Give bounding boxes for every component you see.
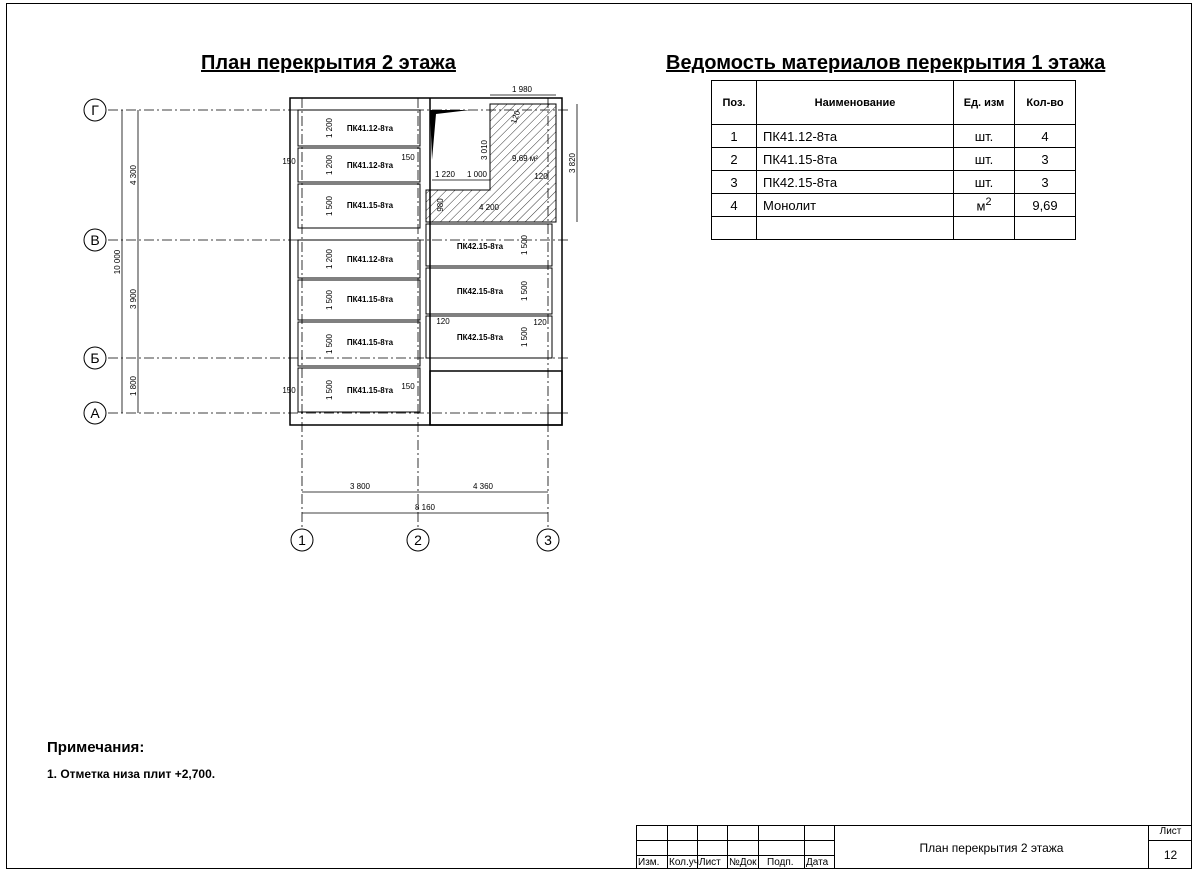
slab-label: ПК41.12-8та: [346, 161, 394, 170]
svg-text:150: 150: [282, 157, 296, 166]
slab-label: ПК41.12-8та: [346, 255, 394, 264]
table-row: 4 Монолит $м^2$ 9,69: [712, 194, 1076, 217]
svg-text:120: 120: [534, 172, 548, 181]
monolith-wedge: [430, 110, 470, 160]
col-header: Поз.: [712, 81, 757, 125]
title-block: [636, 825, 1192, 869]
table-header-row: [712, 81, 1076, 125]
svg-text:3 900: 3 900: [129, 288, 138, 310]
svg-text:1 500: 1 500: [325, 333, 334, 355]
svg-text:4 300: 4 300: [129, 164, 138, 186]
sheet-label: Лист: [1159, 826, 1182, 837]
materials-table: [711, 80, 1076, 240]
svg-text:1 500: 1 500: [325, 289, 334, 311]
axis-label-a: А: [90, 405, 100, 421]
svg-text:1 220: 1 220: [434, 170, 456, 179]
left-slab-labels: [347, 124, 394, 395]
svg-text:3 800: 3 800: [349, 482, 371, 491]
axis-label-g: Г: [91, 102, 99, 118]
svg-text:1 980: 1 980: [511, 85, 533, 94]
svg-text:1 500: 1 500: [520, 280, 529, 302]
svg-text:8 160: 8 160: [414, 503, 436, 512]
svg-text:1 500: 1 500: [520, 326, 529, 348]
col-header: Кол-во: [1015, 81, 1076, 125]
svg-text:1 500: 1 500: [325, 195, 334, 217]
right-slab-widths: [520, 234, 529, 347]
sheet-title: План перекрытия 2 этажа: [919, 840, 1064, 855]
spec-title: Ведомость материалов перекрытия 1 этажа: [666, 52, 1106, 74]
svg-text:3 010: 3 010: [480, 139, 489, 161]
table-row: 3 ПК42.15-8та шт. 3: [712, 171, 1076, 194]
svg-text:980: 980: [436, 198, 445, 212]
stamp-label: Лист: [699, 857, 721, 868]
stamp-label: Кол.уч: [669, 857, 699, 868]
svg-text:150: 150: [401, 153, 415, 162]
svg-text:120: 120: [436, 317, 450, 326]
stamp-label: Изм.: [638, 857, 660, 868]
svg-text:1 500: 1 500: [325, 379, 334, 401]
slab-label: ПК42.15-8та: [456, 242, 504, 251]
slab-label: ПК42.15-8та: [456, 333, 504, 342]
slab-label: ПК41.15-8та: [346, 295, 394, 304]
right-slab-labels: [457, 242, 504, 342]
svg-text:1 200: 1 200: [325, 248, 334, 270]
axis-label-v: В: [90, 232, 100, 248]
notes-title: Примечания:: [47, 739, 145, 756]
svg-text:120: 120: [533, 318, 547, 327]
slab-label: ПК41.15-8та: [346, 386, 394, 395]
stamp-label: Дата: [806, 857, 829, 868]
col-header: Наименование: [757, 81, 954, 125]
svg-text:3 820: 3 820: [568, 152, 577, 174]
svg-text:120: 120: [509, 109, 523, 125]
table-row: 1 ПК41.12-8та шт. 4: [712, 125, 1076, 148]
slab-label: ПК41.12-8та: [346, 124, 394, 133]
axis-label-3: 3: [544, 532, 552, 548]
svg-text:1 500: 1 500: [520, 234, 529, 256]
slab-label: ПК42.15-8та: [456, 287, 504, 296]
svg-text:4 360: 4 360: [472, 482, 494, 491]
axis-label-b: Б: [90, 350, 100, 366]
stamp-label: Подп.: [767, 857, 794, 868]
table-row-empty: [712, 217, 1076, 240]
plan-title: План перекрытия 2 этажа: [201, 52, 456, 74]
svg-text:1 200: 1 200: [325, 154, 334, 176]
svg-text:150: 150: [401, 382, 415, 391]
svg-text:1 000: 1 000: [466, 170, 488, 179]
note-item: 1. Отметка низа плит +2,700.: [47, 767, 216, 781]
stamp-label: №Док: [729, 857, 757, 868]
axis-label-1: 1: [298, 532, 306, 548]
axis-label-2: 2: [414, 532, 422, 548]
col-header: Ед. изм: [954, 81, 1015, 125]
svg-text:10 000: 10 000: [113, 249, 122, 275]
table-row: 2 ПК41.15-8та шт. 3: [712, 148, 1076, 171]
slab-label: ПК41.15-8та: [346, 338, 394, 347]
svg-text:1 200: 1 200: [325, 117, 334, 139]
slab-label: ПК41.15-8та: [346, 201, 394, 210]
monolith-area-label: 9,69 м²: [512, 154, 538, 163]
svg-text:4 200: 4 200: [478, 203, 500, 212]
svg-text:1 800: 1 800: [129, 375, 138, 397]
svg-text:150: 150: [282, 386, 296, 395]
sheet-number: 12: [1163, 848, 1178, 862]
